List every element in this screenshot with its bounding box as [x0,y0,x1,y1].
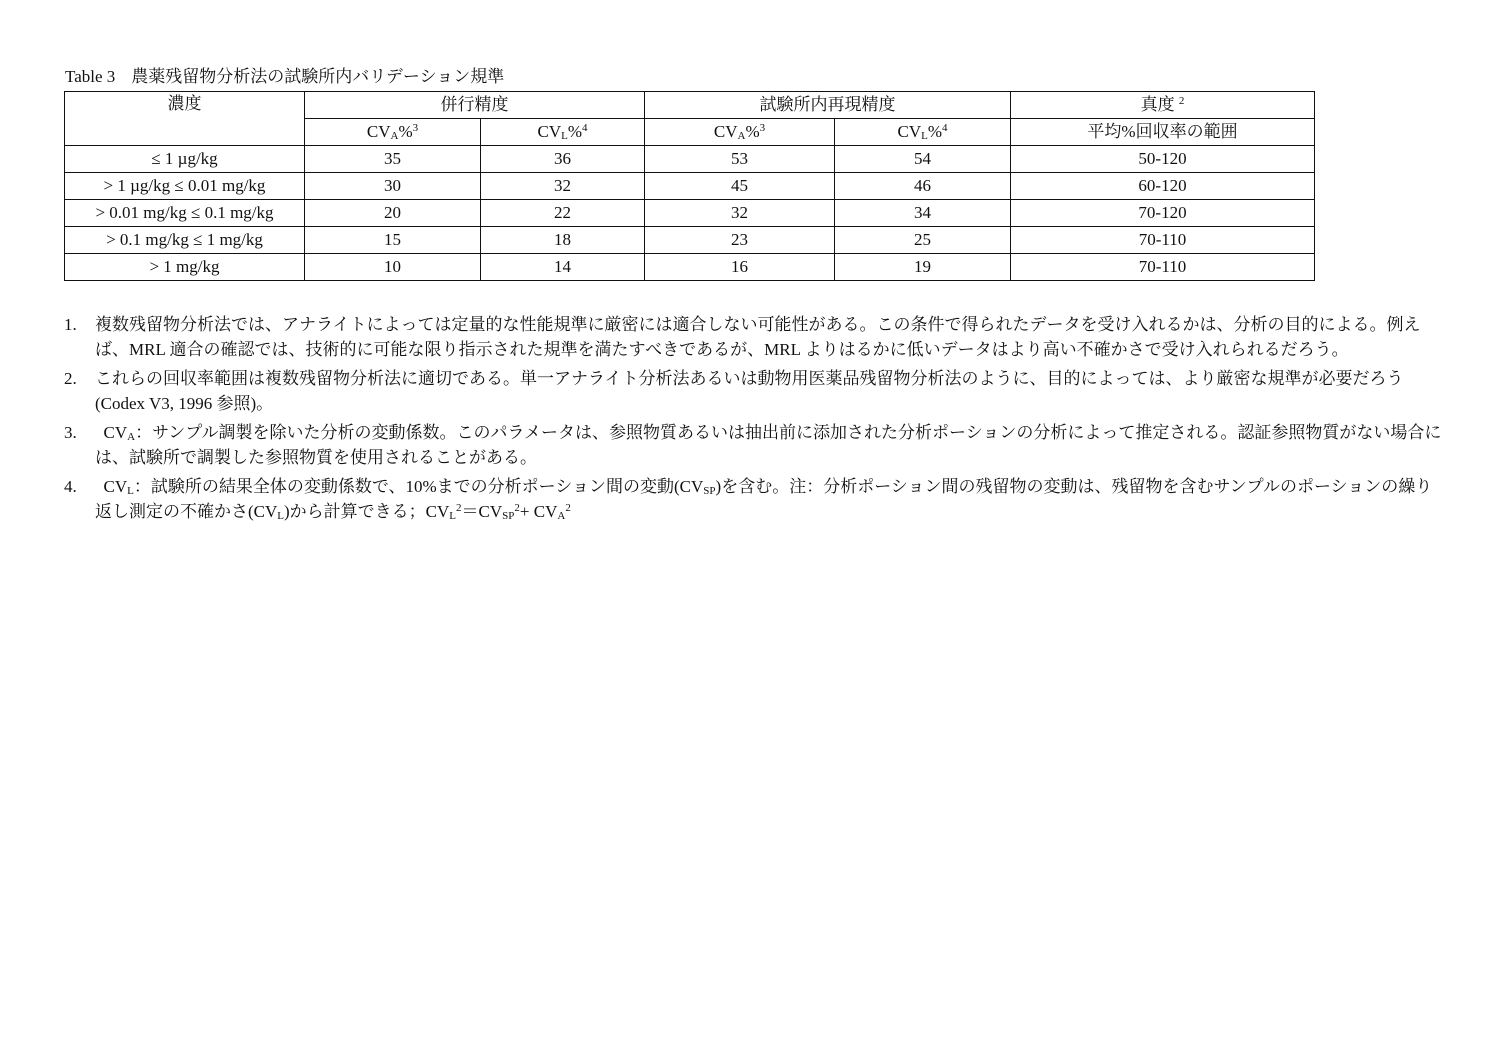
footnote-ref-3: 3 [759,122,766,134]
formula-a-subscript: A [557,510,566,522]
sub-l: L [561,130,568,142]
cv-label: CV [366,122,391,141]
recovery-range-header: 平均%回収率の範囲 [1011,119,1315,146]
reproducibility-cvl-cell: 19 [835,254,1011,281]
table-header-row [65,92,1315,119]
cv-subscript: L [127,485,134,497]
formula-sp-subscript: SP [502,510,515,522]
footnote-number: 1. [64,315,77,334]
concentration-cell: > 0.1 mg/kg ≤ 1 mg/kg [65,227,305,254]
recovery-cell: 50-120 [1011,146,1315,173]
reproducibility-cva-cell: 23 [645,227,835,254]
recovery-cell: 60-120 [1011,173,1315,200]
footnote-text: これらの回収率範囲は複数残留物分析法に適切である。単一アナライト分析法あるいは動物用医薬品残留物分析法のように、目的によっては、より厳密な規準が必要だろう (Codex V3, 1996 参照)。 [95,369,1404,413]
recovery-cell: 70-120 [1011,200,1315,227]
repeatability-cva-header [305,119,481,146]
repeatability-cvl-cell: 18 [481,227,645,254]
repeatability-cva-cell: 10 [305,254,481,281]
reproducibility-cvl-header [835,119,1011,146]
table-row [65,254,1315,281]
cv-subscript: A [127,431,136,443]
reproducibility-cva-cell: 32 [645,200,835,227]
footnote-text [95,474,1449,524]
table-row [65,227,1315,254]
table-caption [65,66,504,88]
footnote-ref-4: 4 [942,122,948,134]
footnote-1 [64,312,1449,362]
cv-label: CV [897,122,922,141]
concentration-cell: ≤ 1 µg/kg [65,146,305,173]
repeatability-header: 併行精度 [305,92,645,119]
footnote-body-part1: ：試験所の結果全体の変動係数で、10%までの分析ポーション間の変動(CV [133,477,704,496]
sp-subscript: SP [703,485,716,497]
concentration-header: 濃度 [65,92,305,146]
footnote-4 [64,474,1449,524]
sub-l: L [921,130,928,142]
reproducibility-header: 試験所内再現精度 [645,92,1011,119]
reproducibility-cva-cell: 16 [645,254,835,281]
footnote-text: 複数残留物分析法では、アナライトによっては定量的な性能規準に厳密には適合しない可能性がある。この条件で得られたデータを受け入れるかは、分析の目的による。例えば、MRL 適合の確認では、技術的に可能な限り指示された規準を満たすべきであるが、MRL よりはるかに低いデータはより高い不確かさで受け入れられるだろう。 [95,315,1421,359]
footnote-body: ：サンプル調製を除いた分析の変動係数。このパラメータは、参照物質あるいは抽出前に添加された分析ポーションの分析によって推定される。認証参照物質がない場合には、試験所で調製した参照物質を使用されることがある。 [95,423,1442,467]
cv-label: CV [537,122,562,141]
formula-l-subscript: L [449,510,457,522]
formula-square: 2 [565,502,571,514]
repeatability-cva-cell: 35 [305,146,481,173]
footnote-text [95,420,1449,470]
concentration-cell: > 1 mg/kg [65,254,305,281]
formula-equals: ＝CV [461,502,503,521]
repeatability-cvl-cell: 32 [481,173,645,200]
repeatability-cva-cell: 20 [305,200,481,227]
concentration-cell: > 0.01 mg/kg ≤ 0.1 mg/kg [65,200,305,227]
repeatability-cvl-cell: 14 [481,254,645,281]
trueness-footnote-ref: 2 [1178,95,1185,107]
table-row [65,146,1315,173]
table-title: 農薬残留物分析法の試験所内バリデーション規準 [131,67,505,86]
formula-plus: + CV [519,502,558,521]
recovery-cell: 70-110 [1011,227,1315,254]
formula-square: 2 [456,502,462,514]
reproducibility-cvl-cell: 25 [835,227,1011,254]
validation-criteria-table [64,91,1315,281]
cv-label: CV [713,122,738,141]
reproducibility-cvl-cell: 54 [835,146,1011,173]
sub-a: A [737,130,746,142]
footnote-ref-4: 4 [582,122,588,134]
reproducibility-cvl-cell: 34 [835,200,1011,227]
concentration-cell: > 1 µg/kg ≤ 0.01 mg/kg [65,173,305,200]
formula-square: 2 [514,502,520,514]
footnote-body-part3: )から計算できる；CV [284,502,450,521]
reproducibility-cva-cell: 45 [645,173,835,200]
footnote-ref-3: 3 [412,122,419,134]
repeatability-cva-cell: 15 [305,227,481,254]
footnote-3 [64,420,1449,470]
cv-term: CV [103,423,128,442]
reproducibility-cvl-cell: 46 [835,173,1011,200]
repeatability-cvl-header [481,119,645,146]
footnote-number: 4. [64,477,77,496]
reproducibility-cva-cell: 53 [645,146,835,173]
footnote-2 [64,366,1449,416]
table-row [65,200,1315,227]
footnote-number: 2. [64,369,77,388]
trueness-label: 真度 [1140,95,1175,114]
repeatability-cvl-cell: 22 [481,200,645,227]
l-subscript: L [277,510,285,522]
table-row [65,173,1315,200]
reproducibility-cva-header [645,119,835,146]
repeatability-cvl-cell: 36 [481,146,645,173]
trueness-header [1011,92,1315,119]
percent-sign: % [927,122,943,141]
footnote-body-part2: )を含む。注：分析ポーション間の残留物の変動は、残留物を含むサンプルのポーションの繰り返し測定の不確かさ(CV [95,477,1433,521]
sub-a: A [390,130,399,142]
footnotes [64,312,1449,528]
repeatability-cva-cell: 30 [305,173,481,200]
percent-sign: % [745,122,760,141]
footnote-number: 3. [64,423,77,442]
table-number: Table 3 [65,67,116,86]
percent-sign: % [567,122,583,141]
percent-sign: % [398,122,413,141]
recovery-cell: 70-110 [1011,254,1315,281]
cv-term: CV [103,477,128,496]
